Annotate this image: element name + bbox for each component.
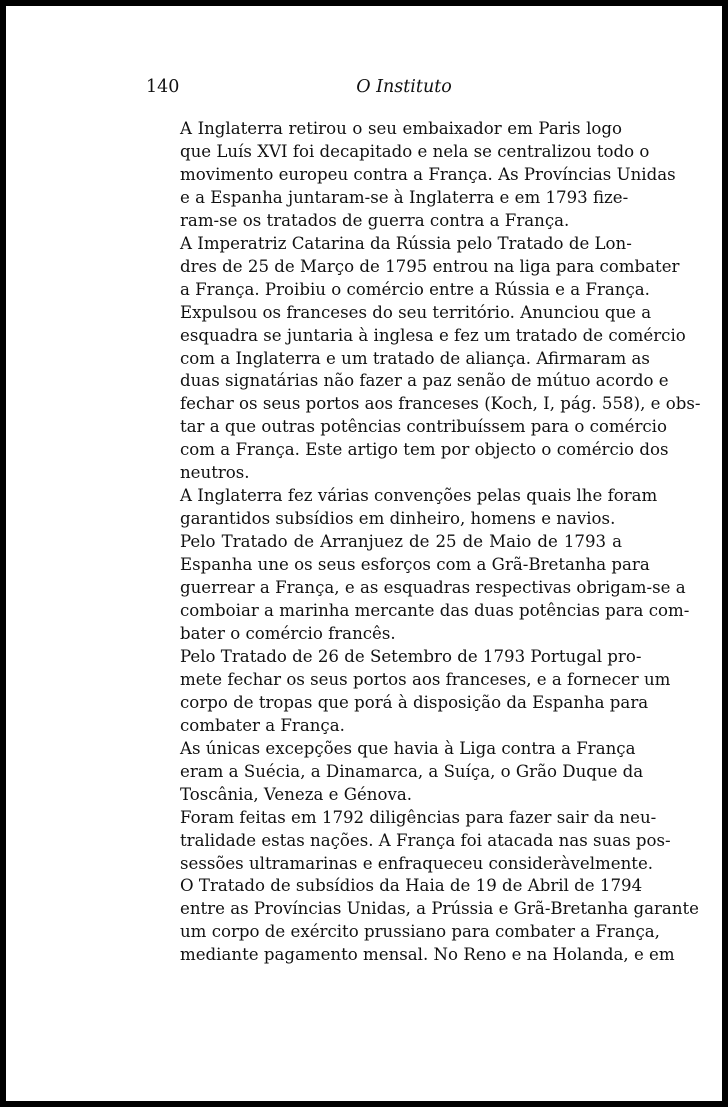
text-line: fechar os seus portos aos franceses (Koch, I, pág. 558), e obs- [180, 394, 701, 414]
text-line: tralidade estas nações. A França foi atacada nas suas pos- [180, 830, 671, 850]
text-line: neutros. [180, 463, 250, 483]
text-line: Pelo Tratado de 26 de Setembro de 1793 Portugal pro- [180, 646, 642, 666]
text-line: guerrear a França, e as esquadras respectivas obrigam-se a [180, 578, 686, 598]
text-line: mediante pagamento mensal. No Reno e na Holanda, e em [180, 945, 675, 965]
text-line: garantidos subsídios em dinheiro, homens e navios. [180, 509, 616, 529]
text-line: combater a França. [180, 715, 345, 735]
text-line: Expulsou os franceses do seu território. Anunciou que a [180, 302, 652, 322]
paragraph [146, 118, 676, 233]
running-title: O Instituto [356, 77, 452, 97]
text-line: O Tratado de subsídios da Haia de 19 de Abril de 1794 [180, 876, 643, 896]
text-line: movimento europeu contra a França. As Províncias Unidas [180, 164, 676, 184]
book-page [6, 6, 722, 1101]
text-line: dres de 25 de Março de 1795 entrou na liga para combater [180, 256, 680, 276]
text-line: Toscânia, Veneza e Génova. [180, 784, 412, 804]
page-number: 140 [146, 77, 180, 97]
paragraph [146, 485, 658, 531]
text-line: A Inglaterra fez várias convenções pelas quais lhe foram [180, 486, 658, 506]
text-line: sessões ultramarinas e enfraqueceu consideràvelmente. [180, 853, 654, 873]
text-line: mete fechar os seus portos aos franceses, e a fornecer um [180, 669, 671, 689]
page-header [146, 77, 622, 101]
paragraph [146, 875, 699, 967]
text-line: duas signatárias não fazer a paz senão de mútuo acordo e [180, 371, 669, 391]
text-line: ram-se os tratados de guerra contra a França. [180, 210, 570, 230]
text-line: A Imperatriz Catarina da Rússia pelo Tratado de Lon- [180, 233, 632, 253]
text-line: Pelo Tratado de Arranjuez de 25 de Maio de 1793 a [180, 532, 622, 552]
text-line: entre as Províncias Unidas, a Prússia e Grã-Bretanha garante [180, 899, 699, 919]
text-line: esquadra se juntaria à inglesa e fez um tratado de comércio [180, 325, 686, 345]
text-line: tar a que outras potências contribuíssem para o comércio [180, 417, 667, 437]
text-line: a França. Proibiu o comércio entre a Rússia e a França. [180, 279, 650, 299]
paragraph [146, 531, 690, 646]
text-line: com a Inglaterra e um tratado de aliança. Afirmaram as [180, 348, 650, 368]
paragraph [146, 807, 671, 876]
text-line: eram a Suécia, a Dinamarca, a Suíça, o Grão Duque da [180, 761, 644, 781]
text-line: que Luís XVI foi decapitado e nela se centralizou todo o [180, 141, 650, 161]
text-line: bater o comércio francês. [180, 623, 396, 643]
paragraph [146, 738, 644, 807]
text-line: e a Espanha juntaram-se à Inglaterra e em 1793 fize- [180, 187, 629, 207]
text-line: corpo de tropas que porá à disposição da Espanha para [180, 692, 649, 712]
text-line: com a França. Este artigo tem por objecto o comércio dos [180, 440, 669, 460]
paragraph [146, 646, 671, 738]
paragraph [146, 233, 701, 485]
text-line: Foram feitas em 1792 diligências para fazer sair da neu- [180, 807, 657, 827]
text-line: Espanha une os seus esforços com a Grã-Bretanha para [180, 555, 650, 575]
body-text [146, 118, 701, 967]
text-line: A Inglaterra retirou o seu embaixador em Paris logo [180, 119, 622, 138]
text-line: comboiar a marinha mercante das duas potências para com- [180, 601, 690, 621]
text-line: As únicas excepções que havia à Liga contra a França [180, 738, 636, 758]
text-line: um corpo de exército prussiano para combater a França, [180, 922, 660, 942]
